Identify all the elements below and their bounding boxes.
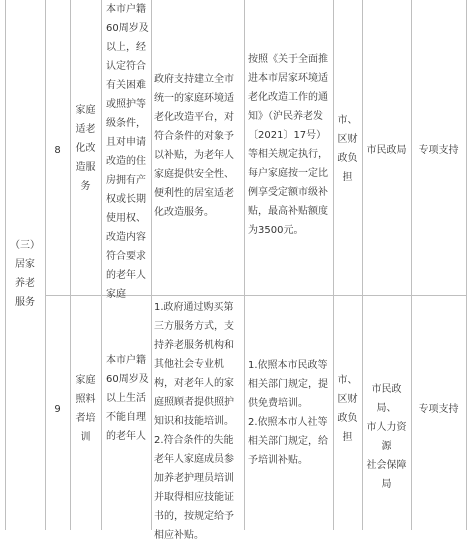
table-border — [70, 0, 71, 530]
funding-source: 市、 区财 政负 担 — [337, 375, 358, 443]
service-standard: 按照《关于全面推 进本市居家环境适 老化改造工作的通 知》（沪民养老发 〔2021〕17号） 等相关规定执行， 每户家庭按一定比 例享受定额市级补 贴，最高补贴额度 为3500元。 — [248, 54, 328, 236]
row-number: 9 — [54, 404, 61, 415]
responsible-department: 市民政局、 市人力资源 社会保障局 — [366, 384, 407, 490]
service-target: 本市户籍 60周岁及 以上生活 不能自理 的老年人 — [106, 355, 149, 442]
category-cell: （三） 居家 养老 服务 — [10, 240, 40, 308]
row-number: 8 — [54, 145, 61, 156]
service-standard: 1.依照本市民政等 相关部门规定，提 供免费培训。 2.依照本市人社等 相关部门规定，给 予培训补贴。 — [248, 360, 328, 466]
service-item: 家庭 适老 化改 造服 务 — [75, 105, 96, 192]
support-type: 专项支持 — [418, 145, 459, 156]
table-border-right — [466, 0, 467, 530]
table-border — [411, 0, 412, 530]
responsible-department: 市民政局 — [366, 145, 407, 156]
service-item: 家庭 照料 者培 训 — [75, 375, 96, 443]
table-border — [45, 0, 46, 530]
service-content: 1.政府通过购买第 三方服务方式，支 持养老服务机构和 其他社会专业机 构，对老年人的家 庭照顾者提供照护 知识和技能培训。 2.符合条件的失能 老年人家庭成员参 加养老护理员培训 并取得相应技能证 书的，按规定给予 相应补贴。 — [154, 302, 234, 541]
funding-source: 市、 区财 政负 担 — [337, 115, 358, 183]
service-content: 政府支持建立全市 统一的家庭环境适 老化改造平台，对 符合条件的对象予 以补贴，为老年人 家庭提供安全性、 便利性的居室适老 化改造服务。 — [154, 74, 234, 218]
table-border — [101, 0, 102, 530]
service-target: 本市户籍 60周岁及 以上，经 认定符合 有关困难 或照护等 级条件， 且对申请 改造的住 房拥有产 权或长期 使用权、 改造内容 符合要求 的老年人 家庭 — [106, 4, 149, 300]
support-type: 专项支持 — [418, 404, 459, 415]
